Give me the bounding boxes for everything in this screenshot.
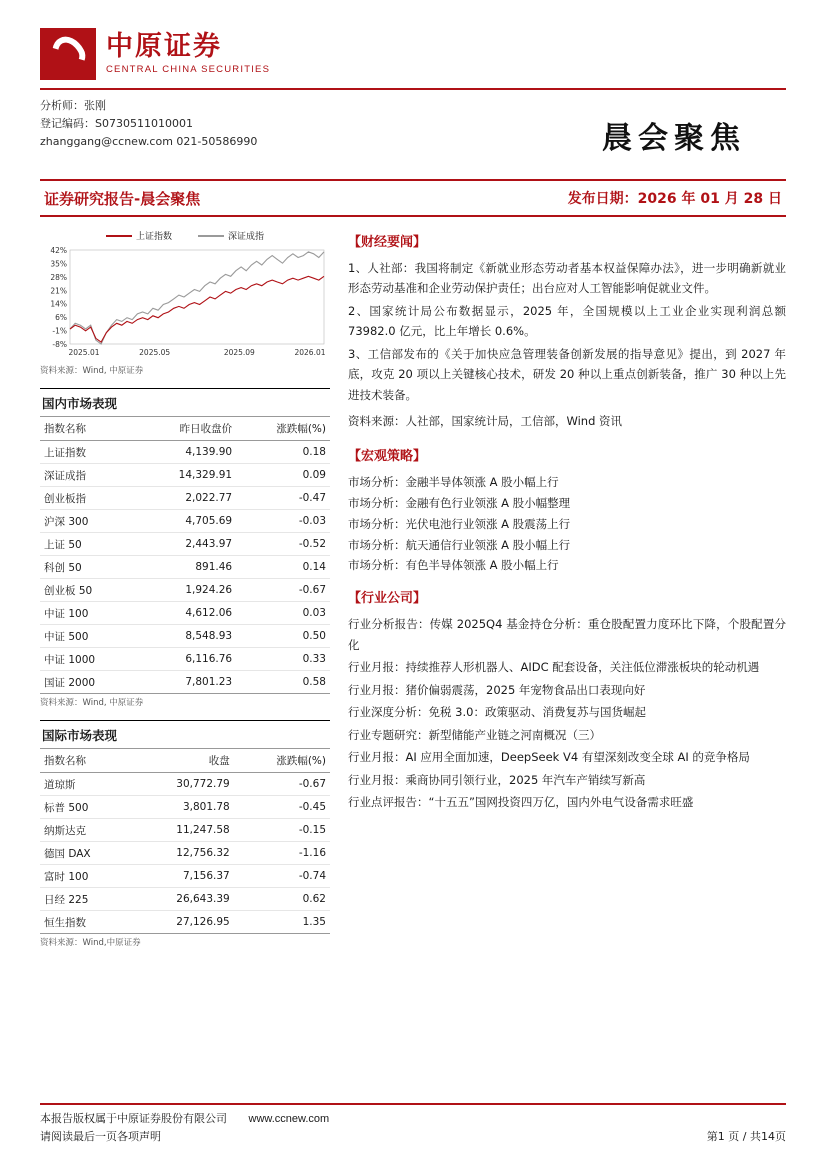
industry-item: 行业月报：猪价偏弱震荡，2025 年宠物食品出口表现向好 xyxy=(348,682,646,697)
legend-swatch-shenzheng xyxy=(198,235,224,237)
table-row xyxy=(40,602,330,625)
cell-value: 3,801.78 xyxy=(131,796,234,819)
cell-value: 891.46 xyxy=(136,556,236,579)
cell-change: 0.18 xyxy=(236,441,330,464)
legend-item-1 xyxy=(198,229,264,242)
svg-text:35%: 35% xyxy=(50,259,67,269)
section-heading-macro: 【宏观策略】 xyxy=(348,448,427,464)
cell-index-name: 创业板 50 xyxy=(40,579,136,602)
chart-source: 资料来源：Wind, 中原证券 xyxy=(40,366,144,376)
document-body xyxy=(40,229,786,948)
table-row xyxy=(40,671,330,694)
cell-change: -0.52 xyxy=(236,533,330,556)
chart-legend xyxy=(40,229,330,242)
cell-change: -0.67 xyxy=(234,773,330,796)
col-close-price: 昨日收盘价 xyxy=(136,417,236,441)
cell-change: -0.47 xyxy=(236,487,330,510)
macro-item: 市场分析：有色半导体领涨 A 股小幅上行 xyxy=(348,558,559,573)
section-heading-industry: 【行业公司】 xyxy=(348,591,427,607)
cell-index-name: 标普 500 xyxy=(40,796,131,819)
cell-value: 4,705.69 xyxy=(136,510,236,533)
document-header xyxy=(40,0,786,217)
cell-value: 26,643.39 xyxy=(131,888,234,911)
cell-index-name: 沪深 300 xyxy=(40,510,136,533)
industry-body xyxy=(348,614,786,812)
brand-name-en: CENTRAL CHINA SECURITIES xyxy=(106,63,271,75)
cell-value: 6,116.76 xyxy=(136,648,236,671)
table-row xyxy=(40,579,330,602)
cell-index-name: 日经 225 xyxy=(40,888,131,911)
svg-text:6%: 6% xyxy=(55,313,67,323)
header-divider xyxy=(40,88,786,90)
international-table-title: 国际市场表现 xyxy=(40,720,330,749)
cell-index-name: 深证成指 xyxy=(40,464,136,487)
cell-index-name: 中证 100 xyxy=(40,602,136,625)
analyst-name: 分析师：张刚 xyxy=(40,99,106,112)
cell-value: 11,247.58 xyxy=(131,819,234,842)
analyst-code: 登记编码：S0730511010001 xyxy=(40,117,193,131)
section-heading-news: 【财经要闻】 xyxy=(348,235,427,250)
document-footer xyxy=(40,1103,786,1147)
svg-text:2025.05: 2025.05 xyxy=(139,348,171,357)
index-performance-chart xyxy=(40,229,330,376)
cell-value: 7,801.23 xyxy=(136,671,236,694)
news-body xyxy=(348,258,786,405)
svg-text:28%: 28% xyxy=(50,272,67,282)
svg-text:42%: 42% xyxy=(50,246,67,255)
cell-change: 0.33 xyxy=(236,648,330,671)
report-type-label: 证券研究报告-晨会聚焦 xyxy=(44,189,201,208)
svg-text:21%: 21% xyxy=(50,286,67,296)
table-row xyxy=(40,441,330,464)
col-index-name: 指数名称 xyxy=(40,749,131,773)
table-row xyxy=(40,842,330,865)
cell-change: -0.45 xyxy=(234,796,330,819)
brand-text xyxy=(106,33,270,74)
svg-text:2026.01: 2026.01 xyxy=(294,348,326,357)
table-row xyxy=(40,487,330,510)
chart-canvas xyxy=(40,244,330,362)
analyst-block xyxy=(40,97,786,169)
col-close: 收盘 xyxy=(131,749,234,773)
news-item: 2、国家统计局公布数据显示，2025 年，全国规模以上工业企业实现利润总额 73982.0 亿元，比上年增长 0.6%。 xyxy=(348,303,786,339)
macro-item: 市场分析：航天通信行业领涨 A 股小幅上行 xyxy=(348,537,571,552)
cell-index-name: 中证 1000 xyxy=(40,648,136,671)
cell-index-name: 国证 2000 xyxy=(40,671,136,694)
cell-change: -0.67 xyxy=(236,579,330,602)
disclaimer-text: 请阅读最后一页各项声明 xyxy=(40,1130,161,1144)
international-table-source: 资料来源：Wind,中原证券 xyxy=(40,938,141,948)
macro-item: 市场分析：金融有色行业领涨 A 股小幅整理 xyxy=(348,495,571,510)
legend-label-shenzheng: 深证成指 xyxy=(228,232,265,242)
table-header-row xyxy=(40,749,330,773)
svg-text:-8%: -8% xyxy=(52,340,67,349)
cell-value: 1,924.26 xyxy=(136,579,236,602)
industry-item: 行业专题研究：新型储能产业链之河南概况（三） xyxy=(348,727,601,742)
svg-text:2025.09: 2025.09 xyxy=(223,348,255,357)
cell-change: -1.16 xyxy=(234,842,330,865)
industry-item: 行业深度分析：免税 3.0：政策驱动、消费复苏与国货崛起 xyxy=(348,705,646,720)
cell-change: 0.14 xyxy=(236,556,330,579)
cell-change: 0.50 xyxy=(236,625,330,648)
industry-item: 行业点评报告：“十五五”国网投资四万亿，国内外电气设备需求旺盛 xyxy=(348,795,694,810)
cell-index-name: 富时 100 xyxy=(40,865,131,888)
macro-item: 市场分析：光伏电池行业领涨 A 股震荡上行 xyxy=(348,516,571,531)
table-row xyxy=(40,556,330,579)
right-column xyxy=(348,229,786,948)
cell-value: 30,772.79 xyxy=(131,773,234,796)
left-column xyxy=(40,229,330,948)
brand-name-cn: 中原证券 xyxy=(106,31,222,63)
legend-swatch-shangzheng xyxy=(106,235,132,237)
col-change-pct: 涨跌幅(%) xyxy=(234,749,330,773)
page-title: 晨会聚焦 xyxy=(602,121,746,156)
report-bar xyxy=(40,179,786,217)
cell-index-name: 科创 50 xyxy=(40,556,136,579)
brand-logo xyxy=(40,28,786,80)
industry-item: 行业月报：乘商协同引领行业，2025 年汽车产销续写新高 xyxy=(348,772,646,787)
table-row xyxy=(40,911,330,934)
report-date: 发布日期：2026 年 01 月 28 日 xyxy=(567,191,782,207)
cell-value: 2,443.97 xyxy=(136,533,236,556)
cell-change: -0.15 xyxy=(234,819,330,842)
svg-text:14%: 14% xyxy=(50,299,67,309)
table-row xyxy=(40,625,330,648)
logo-mark-icon xyxy=(40,28,96,80)
industry-item: 行业分析报告：传媒 2025Q4 基金持仓分析：重仓股配置力度环比下降，个股配置分化 xyxy=(348,617,786,652)
table-row xyxy=(40,865,330,888)
cell-index-name: 上证 50 xyxy=(40,533,136,556)
table-row xyxy=(40,796,330,819)
col-change-pct: 涨跌幅(%) xyxy=(236,417,330,441)
domestic-table-source: 资料来源：Wind, 中原证券 xyxy=(40,698,144,708)
footer-left xyxy=(40,1110,329,1147)
news-item: 3、工信部发布的《关于加快应急管理装备创新发展的指导意见》提出，到 2027 年底，攻克 20 项以上关键核心技术，研发 20 种以上重点创新装备，推广 30 种以上先进技术装备。 xyxy=(348,346,786,402)
table-row xyxy=(40,888,330,911)
cell-value: 2,022.77 xyxy=(136,487,236,510)
company-url[interactable]: www.ccnew.com xyxy=(248,1112,330,1125)
cell-index-name: 道琼斯 xyxy=(40,773,131,796)
page-number: 第1 页 / 共14页 xyxy=(706,1129,786,1143)
cell-change: 0.03 xyxy=(236,602,330,625)
macro-body xyxy=(348,472,786,577)
cell-change: 1.35 xyxy=(234,911,330,934)
table-row xyxy=(40,510,330,533)
col-index-name: 指数名称 xyxy=(40,417,136,441)
svg-text:2025.01: 2025.01 xyxy=(68,348,100,357)
table-row xyxy=(40,464,330,487)
cell-change: 0.58 xyxy=(236,671,330,694)
table-row xyxy=(40,819,330,842)
cell-change: 0.09 xyxy=(236,464,330,487)
table-row xyxy=(40,533,330,556)
cell-value: 8,548.93 xyxy=(136,625,236,648)
news-source: 资料来源：人社部，国家统计局，工信部，Wind 资讯 xyxy=(348,414,623,429)
industry-item: 行业月报：AI 应用全面加速，DeepSeek V4 有望深刻改变全球 AI 的竞争格局 xyxy=(348,750,750,765)
table-row xyxy=(40,773,330,796)
cell-index-name: 中证 500 xyxy=(40,625,136,648)
cell-value: 12,756.32 xyxy=(131,842,234,865)
cell-value: 4,139.90 xyxy=(136,441,236,464)
table-row xyxy=(40,648,330,671)
analyst-contact: zhanggang@ccnew.com 021-50586990 xyxy=(40,135,258,149)
cell-value: 14,329.91 xyxy=(136,464,236,487)
domestic-market-table xyxy=(40,417,330,694)
domestic-table-title: 国内市场表现 xyxy=(40,388,330,417)
legend-label-shangzheng: 上证指数 xyxy=(135,232,172,242)
table-header-row xyxy=(40,417,330,441)
international-market-table xyxy=(40,749,330,934)
legend-item-0 xyxy=(106,229,172,242)
cell-change: -0.03 xyxy=(236,510,330,533)
cell-value: 7,156.37 xyxy=(131,865,234,888)
industry-item: 行业月报：持续推荐人形机器人、AIDC 配套设备，关注低位滞涨板块的轮动机遇 xyxy=(348,660,760,675)
cell-index-name: 纳斯达克 xyxy=(40,819,131,842)
cell-change: -0.74 xyxy=(234,865,330,888)
copyright-text: 本报告版权属于中原证券股份有限公司 xyxy=(40,1111,227,1125)
cell-index-name: 恒生指数 xyxy=(40,911,131,934)
cell-index-name: 德国 DAX xyxy=(40,842,131,865)
cell-change: 0.62 xyxy=(234,888,330,911)
cell-index-name: 上证指数 xyxy=(40,441,136,464)
cell-value: 27,126.95 xyxy=(131,911,234,934)
cell-index-name: 创业板指 xyxy=(40,487,136,510)
footer-divider xyxy=(40,1103,786,1105)
news-item: 1、人社部：我国将制定《新就业形态劳动者基本权益保障办法》，进一步明确新就业形态劳动基准和企业劳动保护责任；出台应对人工智能影响促就业文件。 xyxy=(348,261,786,296)
macro-item: 市场分析：金融半导体领涨 A 股小幅上行 xyxy=(348,474,559,489)
cell-value: 4,612.06 xyxy=(136,602,236,625)
svg-text:-1%: -1% xyxy=(52,326,67,336)
